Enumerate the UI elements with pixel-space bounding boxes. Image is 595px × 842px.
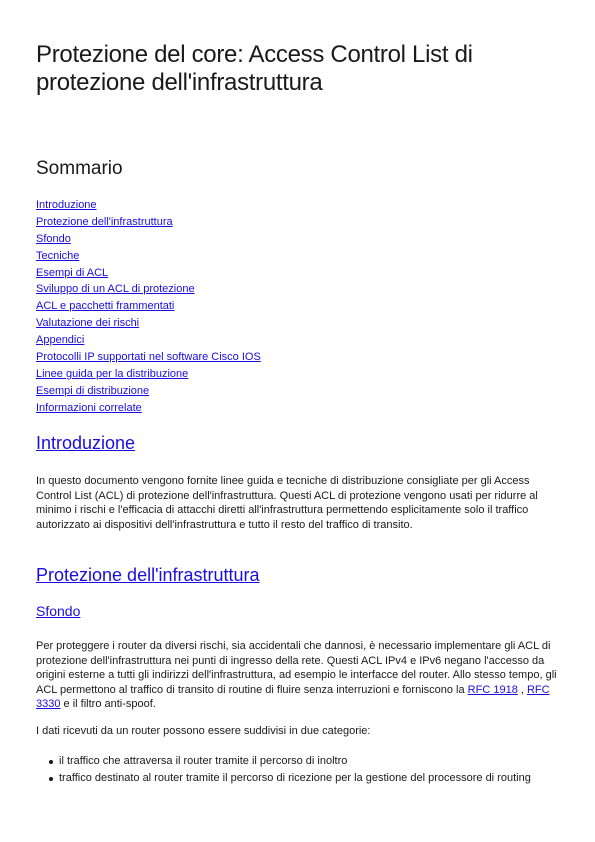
- toc-link-acl-frammentati[interactable]: ACL e pacchetti frammentati: [36, 300, 175, 313]
- data-categories-list: [36, 754, 560, 787]
- toc-link-tecniche[interactable]: Tecniche: [36, 249, 80, 262]
- rfc1918-link[interactable]: RFC 1918: [467, 683, 518, 696]
- toc-link-informazioni-correlate[interactable]: Informazioni correlate: [36, 401, 142, 414]
- section-link-introduzione[interactable]: Introduzione: [36, 433, 136, 453]
- toc-heading: Sommario: [36, 158, 123, 179]
- toc-item: [36, 315, 261, 332]
- section-heading-introduzione: [36, 433, 135, 454]
- toc-item: [36, 231, 261, 248]
- toc-link-protezione-infrastruttura[interactable]: Protezione dell'infrastruttura: [36, 215, 173, 228]
- toc-link-esempi-distribuzione[interactable]: Esempi di distribuzione: [36, 384, 150, 397]
- bullet-dot: [49, 777, 53, 781]
- toc-item: [36, 214, 261, 231]
- list-item-text: il traffico che attraversa il router tramite il percorso di inoltro: [59, 755, 348, 767]
- toc-link-sfondo[interactable]: Sfondo: [36, 232, 71, 245]
- toc-item: [36, 400, 261, 417]
- toc-item: [36, 383, 261, 400]
- section-link-sfondo[interactable]: Sfondo: [36, 603, 81, 619]
- sfondo-text-b: e il filtro anti-spoof.: [60, 698, 156, 711]
- toc-link-linee-guida[interactable]: Linee guida per la distribuzione: [36, 367, 189, 380]
- list-item: [36, 754, 560, 769]
- toc-link-appendici[interactable]: Appendici: [36, 334, 85, 347]
- rfc3330-link[interactable]: RFC 3330: [36, 683, 550, 711]
- subsection-heading-sfondo: [36, 603, 80, 619]
- toc-item: [36, 248, 261, 265]
- toc-item: [36, 298, 261, 315]
- toc-link-valutazione-rischi[interactable]: Valutazione dei rischi: [36, 317, 140, 330]
- list-item-text: traffico destinato al router tramite il percorso di ricezione per la gestione del processore di routing: [59, 771, 531, 784]
- sfondo-paragraph: [36, 639, 560, 712]
- sfondo-text-sep: ,: [517, 683, 527, 696]
- bullet-dot: [49, 760, 53, 764]
- toc-item: [36, 281, 261, 298]
- toc-link-esempi-acl[interactable]: Esempi di ACL: [36, 266, 109, 279]
- intro-paragraph: In questo documento vengono fornite linee guida e tecniche di distribuzione consigliate per gli Access Control List (ACL) di protezione dell'infrastruttura. Questi ACL di protezione vengono usati per ridurre al minimo i rischi e l'efficacia di attacchi diretti all'infrastruttura permettendo esplicitamente solo il traffico autorizzato ai dispositivi dell'infrastruttura e tutto il resto del traffico di transito.: [36, 475, 538, 531]
- section-heading-protezione-infrastruttura: [36, 565, 260, 586]
- toc-item: [36, 332, 261, 349]
- toc-item: [36, 349, 261, 366]
- data-categories-paragraph: I dati ricevuti da un router possono essere suddivisi in due categorie:: [36, 725, 371, 737]
- toc-item: [36, 366, 261, 383]
- section-link-protezione-infrastruttura[interactable]: Protezione dell'infrastruttura: [36, 565, 260, 585]
- toc-link-introduzione[interactable]: Introduzione: [36, 199, 97, 211]
- list-item: [36, 771, 560, 786]
- sfondo-text-a: Per proteggere i router da diversi rischi, sia accidentali che dannosi, è necessario implementare gli ACL di protezione dell'infrastruttura nei punti di ingresso della rete. Questi ACL IPv4 e IPv6 negano l'accesso da origini esterne a tutti gli indirizzi dell'infrastruttura, ad esempio le interfacce del router. Allo stesso tempo, gli ACL permettono al traffico di transito di routine di fluire senza interruzioni e forniscono la: [36, 640, 557, 696]
- toc-link-protocolli-ip[interactable]: Protocolli IP supportati nel software Cisco IOS: [36, 351, 261, 364]
- table-of-contents: [36, 197, 261, 417]
- toc-item: [36, 197, 261, 214]
- page-title: Protezione del core: Access Control List di protezione dell'infrastruttura: [36, 41, 473, 96]
- toc-item: [36, 265, 261, 282]
- toc-link-sviluppo-acl[interactable]: Sviluppo di un ACL di protezione: [36, 283, 195, 296]
